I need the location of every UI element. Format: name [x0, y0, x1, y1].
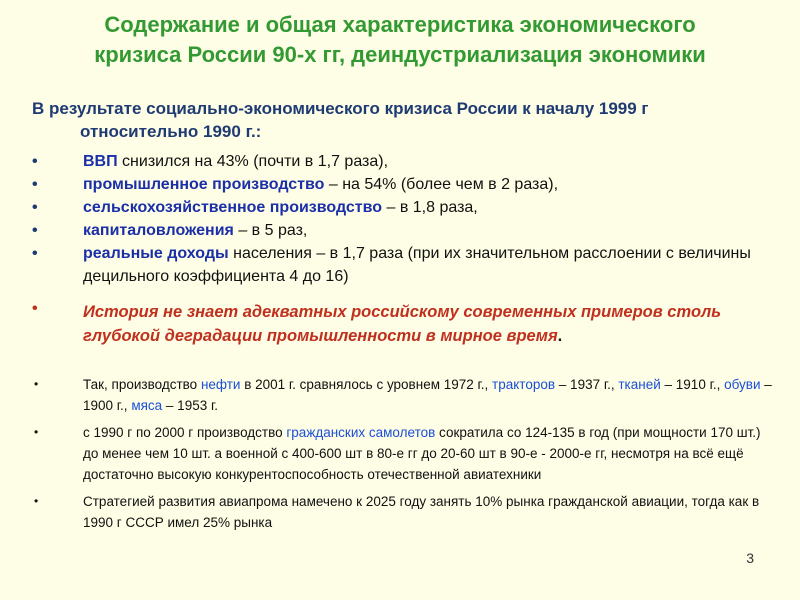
list-item [30, 173, 775, 196]
bullet-keyword: сельскохозяйственное производство [83, 199, 383, 216]
bullet-icon: • [34, 494, 39, 508]
detail-text: – 1910 г., [660, 377, 725, 392]
bullet-keyword: реальные доходы [83, 245, 229, 262]
detail-highlight: тканей [618, 377, 661, 392]
decline-list [30, 150, 775, 288]
bullet-text: – в 1,8 раза, [382, 199, 478, 216]
slide-title [30, 10, 770, 70]
detail-text: – 1937 г., [555, 377, 619, 392]
bullet-icon: • [32, 176, 38, 193]
intro-text [32, 97, 772, 143]
bullet-keyword: капиталовложения [83, 222, 234, 239]
detail-highlight: мяса [131, 398, 163, 413]
detail-text: – 1953 г. [162, 398, 218, 413]
bullet-keyword: ВВП [83, 153, 118, 170]
history-text-body: История не знает адекватных российскому современных примеров столь глубокой деградации промышленности в мирное время [83, 303, 722, 345]
detail-highlight: обуви [724, 377, 761, 392]
bullet-icon: • [32, 199, 38, 216]
page-number: 3 [746, 550, 754, 566]
list-item [30, 196, 775, 219]
detail-text: Стратегией развития авиапрома намечено к 2025 году занять 10% рынка гражданской авиации, тогда как в 1990 г СССР имел 25% рынка [83, 494, 760, 530]
list-item [30, 422, 775, 485]
intro-line-1: В результате социально-экономического кризиса России к началу 1999 г [32, 99, 649, 118]
bullet-icon: • [32, 153, 38, 170]
detail-text: в 2001 г. сравнялось с уровнем 1972 г., [240, 377, 493, 392]
bullet-icon: • [34, 425, 39, 439]
details-list [30, 374, 775, 539]
detail-text: – 1900 г., [83, 377, 772, 413]
detail-text: с 1990 г по 2000 г производство [83, 425, 287, 440]
list-item [30, 242, 775, 288]
bullet-text: – в 5 раз, [233, 222, 308, 239]
list-item [30, 491, 775, 533]
history-text-end: . [557, 327, 563, 345]
bullet-text: снизился на 43% (почти в 1,7 раза), [117, 153, 389, 170]
bullet-icon: • [32, 300, 38, 317]
history-text [30, 300, 775, 348]
bullet-icon: • [32, 222, 38, 239]
slide-title-line-2: кризиса России 90-х гг, деиндустриализация экономики [94, 42, 706, 67]
detail-text: сократила со 124-135 в год (при мощности 170 шт.) до менее чем 10 шт. а военной с 400-600 шт в 80-е гг до 20-60 шт в 90-е - 2000-е гг, несмотря на всё ещё достаточно высокую конкурентоспособность отечественной авиатехники [83, 425, 761, 482]
list-item [30, 219, 775, 242]
detail-highlight: тракторов [492, 377, 556, 392]
bullet-icon: • [32, 245, 38, 262]
intro-line-2: относительно 1990 г.: [80, 122, 262, 141]
bullet-text: – на 54% (более чем в 2 раза), [324, 176, 559, 193]
bullet-keyword: промышленное производство [83, 176, 325, 193]
slide-title-line-1: Содержание и общая характеристика экономического [104, 12, 696, 37]
bullet-text: населения – в 1,7 раза (при их значительном расслоении с величины децильного коэффициента 4 до 16) [83, 245, 751, 285]
history-statement [30, 300, 775, 348]
list-item [30, 374, 775, 416]
list-item [30, 150, 775, 173]
detail-text: Так, производство [83, 377, 201, 392]
detail-highlight: гражданских самолетов [286, 425, 436, 440]
bullet-icon: • [34, 377, 39, 391]
detail-highlight: нефти [200, 377, 241, 392]
